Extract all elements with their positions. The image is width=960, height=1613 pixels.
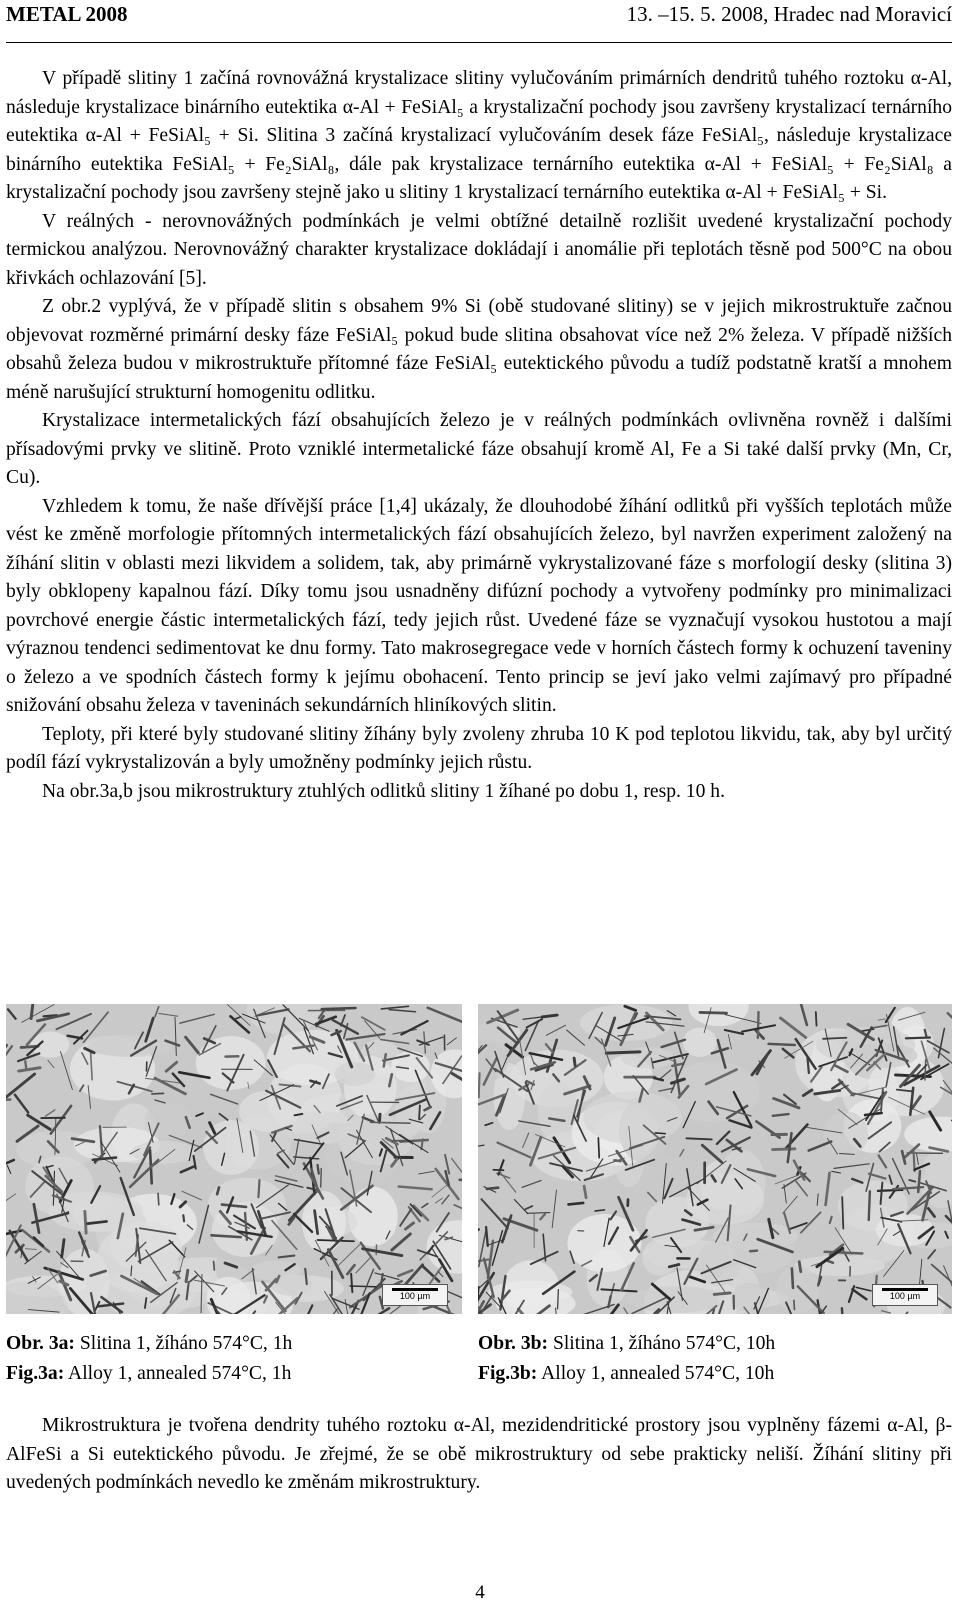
- page-number: 4: [475, 1582, 485, 1603]
- caption-label: Obr. 3a:: [6, 1333, 75, 1354]
- caption-label: Fig.3b:: [478, 1363, 538, 1384]
- conference-name: METAL 2008: [6, 2, 128, 26]
- paragraph: Krystalizace intermetalických fází obsahujících železo je v reálných podmínkách ovlivněna rovněž i dalšími přísadovými prvky ve slitině. Proto vzniklé intermetalické fáze obsahují kromě Al, Fe a Si také další prvky (Mn, Cr, Cu).: [6, 410, 952, 488]
- scale-bar-3b: [872, 1284, 938, 1306]
- body-text: [6, 65, 952, 806]
- micrograph-3b-image: [478, 1004, 952, 1314]
- caption-label: Fig.3a:: [6, 1363, 65, 1384]
- paragraph: Mikrostruktura je tvořena dendrity tuhého roztoku α-Al, mezidendritické prostory jsou vyplněny fázemi α-Al, β-AlFeSi a Si eutektického původu. Je zřejmé, že se obě mikrostruktury od sebe prakticky neliší. Žíhání slitiny při uvedených podmínkách nevedlo ke změnám mikrostruktury.: [6, 1415, 952, 1493]
- figure-row: [6, 1004, 952, 1314]
- paragraph: Na obr.3a,b jsou mikrostruktury ztuhlých odlitků slitiny 1 žíhané po dobu 1, resp. 10 h.: [42, 780, 725, 802]
- closing-text: [6, 1412, 952, 1498]
- paragraph: Vzhledem k tomu, že naše dřívější práce [1,4] ukázaly, že dlouhodobé žíhání odlitků při vyšších teplotách může vést ke změně morfologie přítomných intermetalických fází obsahujících železo, byl navržen experiment založený na žíhání slitin v oblasti mezi likvidem a solidem, tak, aby primárně vykrystalizované fáze s morfologií desky (slitina 3) byly obklopeny kapalnou fází. Díky tomu jsou usnadněny difúzní pochody a vytvořeny podmínky pro minimalizaci povrchové energie částic intermetalických fází, tedy jejich růst. Uvedené fáze se vyznačují vysokou hustotou a mají výraznou tendenci sedimentovat ke dnu formy. Tato makrosegregace vede v horních částech formy k ochuzení taveniny o železo a ve spodních částech formy k jejímu obohacení. Tento princip se jeví jako velmi zajímavý pro případné snižování obsahu železa v taveninách sekundárních hliníkových slitin.: [6, 495, 952, 716]
- caption-text: Slitina 1, žíháno 574°C, 10h: [548, 1333, 776, 1354]
- micrograph-3a-image: [6, 1004, 462, 1314]
- paragraph: Teploty, při které byly studované slitiny žíhány byly zvoleny zhruba 10 K pod teplotou likvidu, tak, aby byl určitý podíl fází vykrystalizován a byly umožněny podmínky jejich růstu.: [6, 723, 952, 773]
- caption-text: Alloy 1, annealed 574°C, 1h: [64, 1363, 292, 1384]
- paragraph: Z obr.2 vyplývá, že v případě slitin s obsahem 9% Si (obě studované slitiny) se v jejich mikrostruktuře začnou objevovat rozměrné primární desky fáze FeSiAl₅ pokud bude slitina obsahovat více než 2% železa. V případě nižších obsahů železa budou v mikrostruktuře přítomné fáze FeSiAl₅ eutektického původu a tudíž podstatně kratší a mnohem méně narušující strukturní homogenitu odlitku.: [6, 296, 952, 403]
- caption-3b: [478, 1329, 775, 1389]
- micrograph-3b: [478, 1004, 952, 1314]
- scale-bar-3a: [382, 1284, 448, 1306]
- paragraph: V reálných - nerovnovážných podmínkách je velmi obtížné detailně rozlišit uvedené krystalizační pochody termickou analýzou. Nerovnovážný charakter krystalizace dokládají i anomálie při teplotách těsně pod 500°C na obou křivkách ochlazování [5].: [6, 210, 952, 289]
- caption-text: Alloy 1, annealed 574°C, 10h: [537, 1363, 775, 1384]
- page-header: [6, 0, 952, 43]
- scale-bar-label: 100 µm: [399, 1291, 431, 1301]
- conference-date-place: 13. –15. 5. 2008, Hradec nad Moravicí: [626, 2, 952, 26]
- caption-text: Slitina 1, žíháno 574°C, 1h: [74, 1333, 293, 1354]
- paragraph: V případě slitiny 1 začíná rovnovážná krystalizace slitiny vylučováním primárních dendritů tuhého roztoku α-Al, následuje krystalizace binárního eutektika α-Al + FeSiAl₅ a krystalizační pochody jsou završeny krystalizací ternárního eutektika α-Al + FeSiAl₅ + Si. Slitina 3 začíná krystalizací vylučováním desek fáze FeSiAl₅, následuje krystalizace binárního eutektika FeSiAl₅ + Fe₂SiAl₈, dále pak krystalizace ternárního eutektika α-Al + FeSiAl₅ + Fe₂SiAl₈ a krystalizační pochody jsou završeny stejně jako u slitiny 1 krystalizací ternárního eutektika α-Al + FeSiAl₅ + Si.: [6, 68, 952, 203]
- scale-bar-label: 100 µm: [889, 1291, 921, 1301]
- micrograph-3a: [6, 1004, 462, 1314]
- caption-label: Obr. 3b:: [478, 1333, 549, 1354]
- caption-3a: [6, 1329, 292, 1389]
